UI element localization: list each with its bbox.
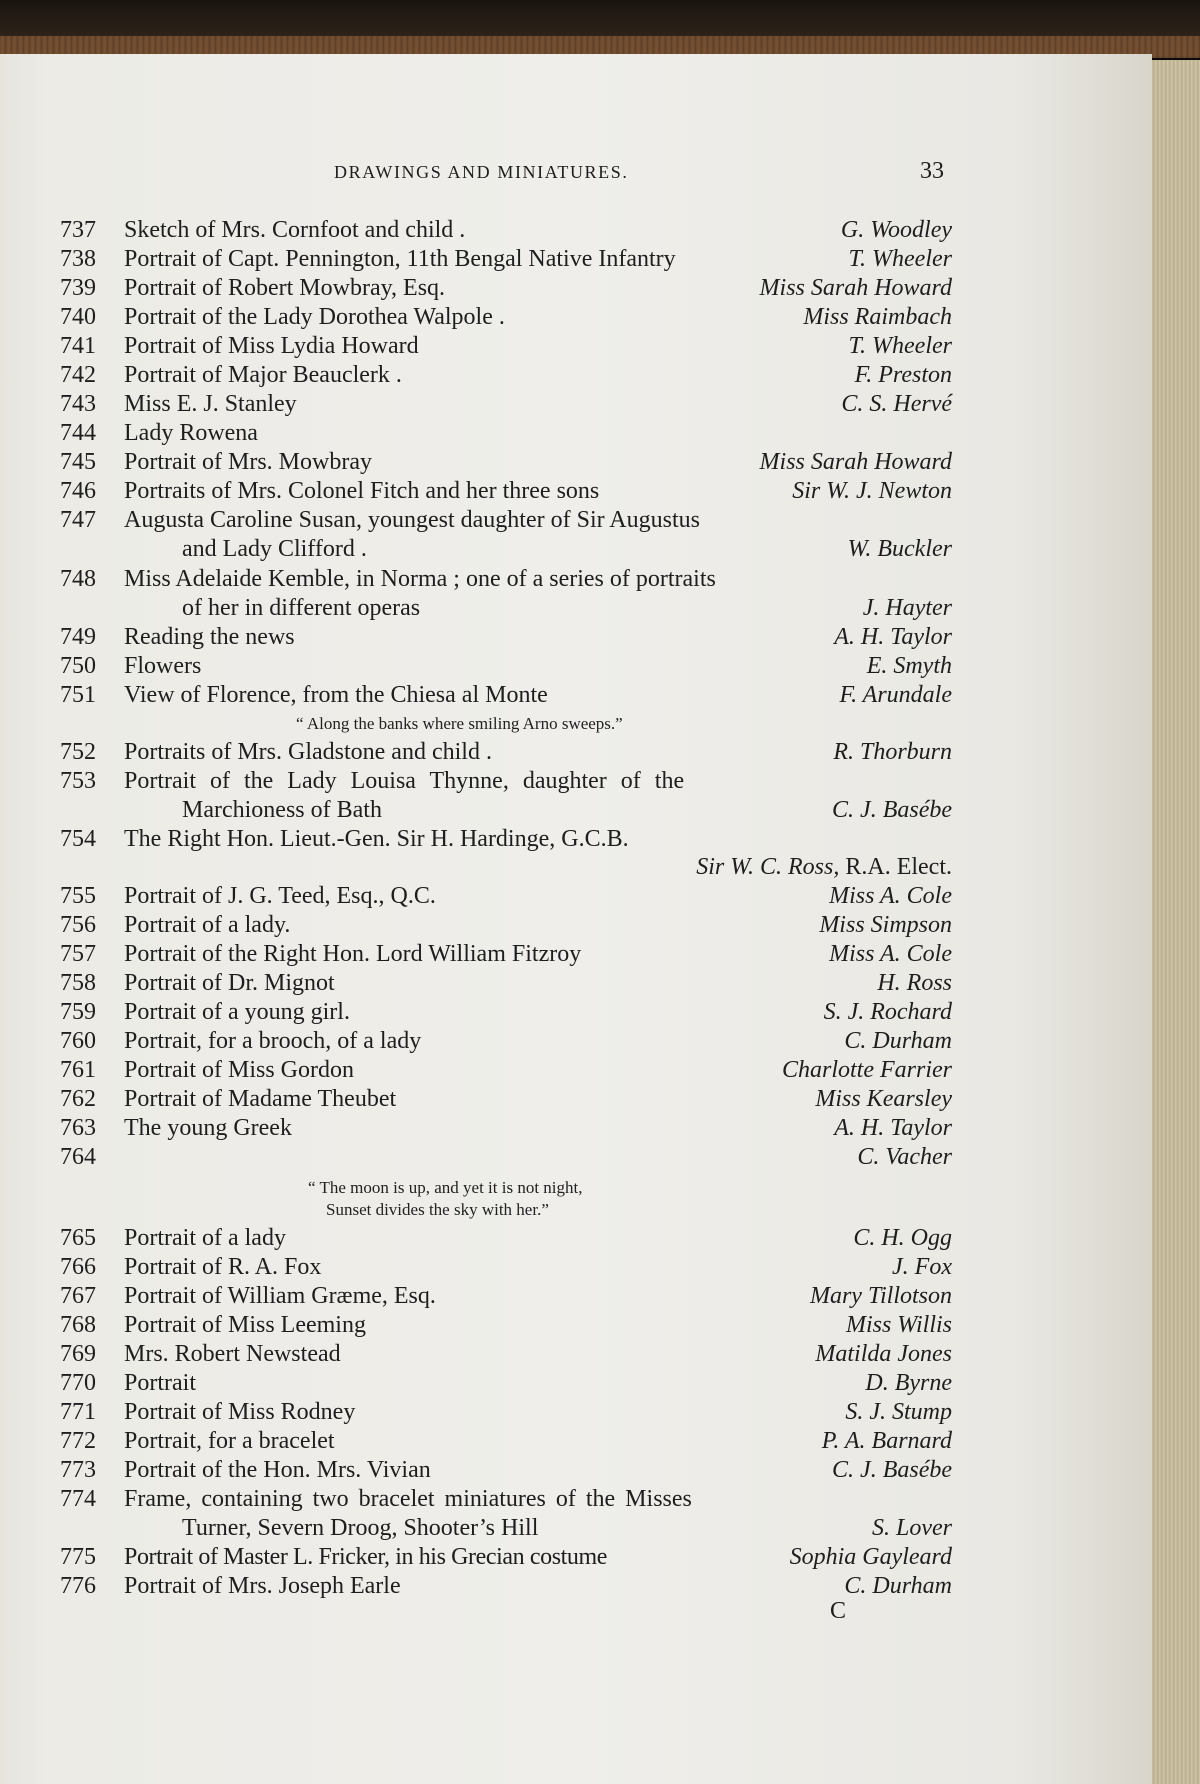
- entry-title-continuation: Marchioness of Bath: [182, 797, 382, 823]
- entry-number: 750: [60, 653, 96, 679]
- entry-title-continuation: and Lady Clifford .: [182, 536, 367, 562]
- list-item: [60, 940, 952, 968]
- list-item: [60, 1427, 952, 1455]
- entry-title: Portrait of Capt. Pennington, 11th Bengal Native Infantry: [124, 246, 676, 272]
- list-item: [60, 623, 952, 651]
- entry-artist: S. J. Stump: [845, 1399, 952, 1425]
- entry-title: Portrait of Madame Theubet: [124, 1086, 397, 1112]
- entry-number: 751: [60, 682, 96, 708]
- list-item: [60, 245, 952, 273]
- entry-artist: C. S. Hervé: [841, 391, 952, 417]
- list-item: [60, 1456, 952, 1484]
- list-item: [60, 216, 952, 244]
- entry-artist: W. Buckler: [847, 536, 952, 562]
- list-item: [60, 652, 952, 680]
- entry-quotation: “ The moon is up, and yet it is not night,: [308, 1178, 583, 1197]
- entry-artist: Sir W. J. Newton: [792, 478, 952, 504]
- entry-number: 770: [60, 1370, 96, 1396]
- entry-number: 772: [60, 1428, 96, 1454]
- entry-artist: Miss Sarah Howard: [759, 449, 952, 475]
- list-item: [60, 1224, 952, 1252]
- entry-artist: T. Wheeler: [848, 333, 952, 359]
- list-item: [60, 738, 952, 766]
- list-item: [60, 767, 952, 795]
- list-item: [60, 825, 952, 853]
- list-item: [60, 1572, 952, 1600]
- entry-title: Portrait: [124, 1370, 196, 1396]
- entry-number: 757: [60, 941, 96, 967]
- entry-title: Portrait of Miss Lydia Howard: [124, 333, 419, 359]
- page-number: 33: [920, 158, 944, 184]
- list-item: [60, 448, 952, 476]
- list-item: [60, 1027, 952, 1055]
- entry-title: Miss E. J. Stanley: [124, 391, 297, 417]
- entry-number: 776: [60, 1573, 96, 1599]
- entry-number: 739: [60, 275, 96, 301]
- entry-number: 743: [60, 391, 96, 417]
- entry-number: 754: [60, 826, 96, 852]
- entry-number: 763: [60, 1115, 96, 1141]
- entry-title: Portrait of Mrs. Mowbray: [124, 449, 372, 475]
- entry-artist: A. H. Taylor: [834, 1115, 952, 1141]
- entry-number: 775: [60, 1544, 96, 1570]
- entry-artist: Miss Raimbach: [803, 304, 952, 330]
- entry-artist: C. Durham: [844, 1573, 952, 1599]
- entry-title: The young Greek: [124, 1115, 292, 1141]
- list-item: [60, 1114, 952, 1142]
- entry-title: Flowers: [124, 653, 202, 679]
- entry-number: 741: [60, 333, 96, 359]
- entry-artist: P. A. Barnard: [821, 1428, 952, 1454]
- entry-number: 748: [60, 566, 96, 592]
- list-item: [60, 506, 952, 534]
- entry-artist: F. Arundale: [839, 682, 952, 708]
- entry-artist: J. Hayter: [862, 595, 952, 621]
- entry-title: Portrait of Master L. Fricker, in his Grecian costume: [124, 1544, 608, 1570]
- entry-artist: A. H. Taylor: [834, 624, 952, 650]
- entry-artist-fragment: C: [829, 1598, 846, 1624]
- entry-quotation: Sunset divides the sky with her.”: [326, 1200, 549, 1219]
- entry-title: Mrs. Robert Newstead: [124, 1341, 341, 1367]
- entry-title: Sketch of Mrs. Cornfoot and child .: [124, 217, 466, 243]
- entry-quotation: “ Along the banks where smiling Arno sweeps.”: [296, 714, 623, 733]
- entry-artist: Sophia Gayleard: [789, 1544, 952, 1570]
- entry-title: Portraits of Mrs. Gladstone and child .: [124, 739, 492, 765]
- entry-number: 771: [60, 1399, 96, 1425]
- list-item-continuation: [60, 1514, 952, 1542]
- list-item-continuation: [60, 535, 952, 563]
- list-item: [60, 1369, 952, 1397]
- entry-title: Portrait of R. A. Fox: [124, 1254, 322, 1280]
- entry-artist: C. J. Basébe: [832, 797, 952, 823]
- entry-title: Portrait of the Right Hon. Lord William Fitzroy: [124, 941, 582, 967]
- page-title: DRAWINGS AND MINIATURES.: [334, 162, 629, 182]
- entry-artist: C. Durham: [844, 1028, 952, 1054]
- entry-title: Portrait of J. G. Teed, Esq., Q.C.: [124, 883, 436, 909]
- entry-number: 766: [60, 1254, 96, 1280]
- entry-number: 749: [60, 624, 96, 650]
- entry-title: Portrait of the Lady Louisa Thynne, daughter of the: [124, 768, 685, 794]
- entry-artist: F. Preston: [854, 362, 952, 388]
- entry-number: 737: [60, 217, 96, 243]
- entry-number: 765: [60, 1225, 96, 1251]
- list-item: [60, 477, 952, 505]
- list-item: [60, 1085, 952, 1113]
- list-item: [60, 1485, 952, 1513]
- entry-title: Portrait of a lady.: [124, 912, 291, 938]
- entry-artist: S. Lover: [872, 1515, 952, 1541]
- entry-title: Portrait of the Hon. Mrs. Vivian: [124, 1457, 431, 1483]
- entry-artist: Miss Willis: [845, 1312, 952, 1338]
- entry-title: The Right Hon. Lieut.-Gen. Sir H. Hardinge, G.C.B.: [124, 826, 629, 852]
- entry-title: Miss Adelaide Kemble, in Norma ; one of a series of portraits: [124, 566, 716, 592]
- entry-artist: Sir W. C. Ross,: [696, 854, 840, 880]
- entry-artist: R. Thorburn: [833, 739, 952, 765]
- entry-number: 747: [60, 507, 96, 533]
- entry-number: 767: [60, 1283, 96, 1309]
- entry-number: 759: [60, 999, 96, 1025]
- list-item: [60, 303, 952, 331]
- entry-number: 760: [60, 1028, 96, 1054]
- list-item: [60, 390, 952, 418]
- list-item-continuation: [60, 796, 952, 824]
- entry-number: 746: [60, 478, 96, 504]
- entry-title: Reading the news: [124, 624, 295, 650]
- entry-title-continuation: of her in different operas: [182, 595, 421, 621]
- list-item: [60, 565, 952, 593]
- entry-number: 761: [60, 1057, 96, 1083]
- entry-artist: Matilda Jones: [815, 1341, 952, 1367]
- entry-title: Portraits of Mrs. Colonel Fitch and her three sons: [124, 478, 600, 504]
- entry-number: 744: [60, 420, 96, 446]
- list-item: [60, 1340, 952, 1368]
- entry-title: Lady Rowena: [124, 420, 258, 446]
- entry-artist: H. Ross: [877, 970, 952, 996]
- list-item: [60, 361, 952, 389]
- list-item-continuation: [60, 1597, 952, 1625]
- entry-number: 773: [60, 1457, 96, 1483]
- list-item: [60, 1282, 952, 1310]
- entry-title: Portrait of Mrs. Joseph Earle: [124, 1573, 401, 1599]
- entry-artist: G. Woodley: [840, 217, 952, 243]
- entry-artist: C. Vacher: [857, 1144, 952, 1170]
- list-item: [60, 1398, 952, 1426]
- entry-title: Portrait of Miss Gordon: [124, 1057, 354, 1083]
- entry-number: 742: [60, 362, 96, 388]
- entry-number: 753: [60, 768, 96, 794]
- entry-number: 762: [60, 1086, 96, 1112]
- entry-title: Portrait, for a bracelet: [124, 1428, 335, 1454]
- entry-artist: Miss A. Cole: [829, 883, 952, 909]
- entry-title: Portrait of Miss Leeming: [124, 1312, 366, 1338]
- list-item: [60, 332, 952, 360]
- list-item: [60, 911, 952, 939]
- entry-artist: D. Byrne: [865, 1370, 952, 1396]
- list-item: [60, 1143, 952, 1171]
- list-item: [60, 882, 952, 910]
- entry-number: 768: [60, 1312, 96, 1338]
- entry-title: Portrait of Dr. Mignot: [124, 970, 335, 996]
- list-item: [60, 1056, 952, 1084]
- entry-artist: Miss Kearsley: [815, 1086, 952, 1112]
- entry-artist: Miss Simpson: [819, 912, 952, 938]
- list-item: [60, 1543, 952, 1571]
- entry-artist-suffix: R.A. Elect.: [845, 854, 952, 880]
- entry-artist: E. Smyth: [866, 653, 952, 679]
- entry-title: Portrait of Miss Rodney: [124, 1399, 356, 1425]
- list-item: [60, 998, 952, 1026]
- entry-artist: Mary Tillotson: [809, 1283, 952, 1309]
- list-item-continuation: [60, 594, 952, 622]
- entry-artist: Charlotte Farrier: [781, 1057, 952, 1083]
- entry-number: 752: [60, 739, 96, 765]
- entry-number: 769: [60, 1341, 96, 1367]
- entry-artist: T. Wheeler: [848, 246, 952, 272]
- list-item: [60, 419, 952, 447]
- entry-title: Portrait of William Græme, Esq.: [124, 1283, 436, 1309]
- entry-title: Portrait of a young girl.: [124, 999, 350, 1025]
- entry-artist: J. Fox: [892, 1254, 952, 1280]
- entry-title-continuation: Turner, Severn Droog, Shooter’s Hill: [182, 1515, 539, 1541]
- entry-artist: Miss Sarah Howard: [759, 275, 952, 301]
- entry-number: 758: [60, 970, 96, 996]
- entry-number: 740: [60, 304, 96, 330]
- list-item: [60, 1311, 952, 1339]
- entry-title: Portrait of Robert Mowbray, Esq.: [124, 275, 446, 301]
- list-item: [60, 274, 952, 302]
- entry-number: 764: [60, 1144, 96, 1170]
- list-item-continuation: [60, 853, 952, 881]
- entry-artist: C. H. Ogg: [853, 1225, 952, 1251]
- entry-title: Portrait of a lady: [124, 1225, 286, 1251]
- entry-artist-group: [696, 853, 952, 881]
- entry-artist: S. J. Rochard: [823, 999, 952, 1025]
- entry-title: View of Florence, from the Chiesa al Monte: [124, 682, 548, 708]
- entry-number: 755: [60, 883, 96, 909]
- entry-number: 738: [60, 246, 96, 272]
- entry-title: Portrait of Major Beauclerk .: [124, 362, 402, 388]
- list-item: [60, 681, 952, 709]
- entry-artist: C. J. Basébe: [832, 1457, 952, 1483]
- entry-title: Frame, containing two bracelet miniatures of the Misses: [124, 1486, 692, 1512]
- entry-title: Augusta Caroline Susan, youngest daughter of Sir Augustus: [124, 507, 700, 533]
- entry-title: Portrait, for a brooch, of a lady: [124, 1028, 422, 1054]
- list-item: [60, 1253, 952, 1281]
- list-item: [60, 969, 952, 997]
- entry-number: 745: [60, 449, 96, 475]
- entry-number: 756: [60, 912, 96, 938]
- entry-title: Portrait of the Lady Dorothea Walpole .: [124, 304, 505, 330]
- entry-artist: Miss A. Cole: [829, 941, 952, 967]
- entry-number: 774: [60, 1486, 96, 1512]
